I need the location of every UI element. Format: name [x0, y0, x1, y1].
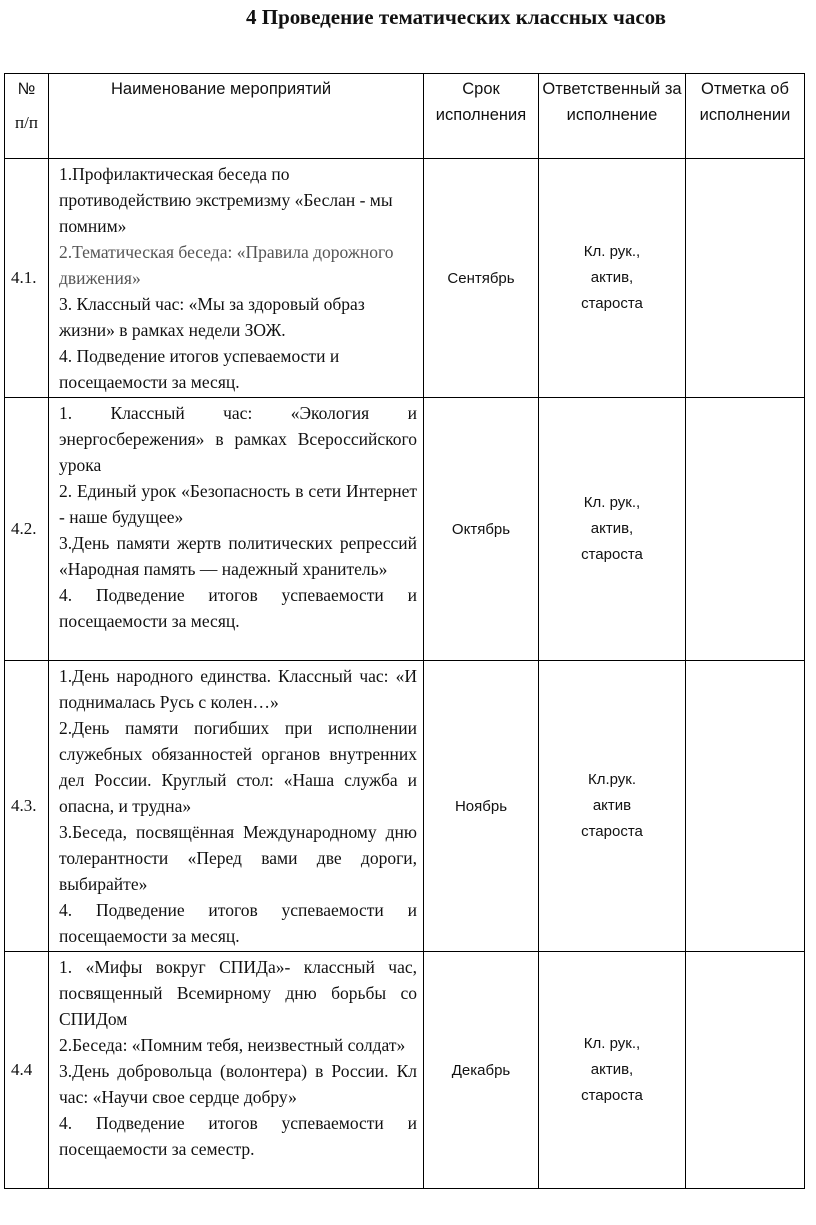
header-event-name: Наименование мероприятий	[49, 74, 424, 159]
event-item: 2.Беседа: «Помним тебя, неизвестный солдат»	[59, 1035, 406, 1055]
table-row	[5, 661, 805, 952]
event-list	[49, 952, 424, 1189]
table-row	[5, 952, 805, 1189]
row-number: 4.1.	[5, 159, 49, 398]
responsible-persons	[539, 952, 686, 1189]
event-item: 3.Беседа, посвящённая Международному дню толерантности «Перед вами две дороги, выбирайте»	[59, 822, 417, 894]
event-item: 2.Тематическая беседа: «Правила дорожного движения»	[59, 242, 394, 288]
header-deadline: Срок исполнения	[424, 74, 539, 159]
event-item: 4. Подведение итогов успеваемости и посещаемости за семестр.	[59, 1113, 417, 1159]
table-row	[5, 398, 805, 661]
completion-mark-cell	[686, 661, 805, 952]
row-number: 4.2.	[5, 398, 49, 661]
completion-mark-cell	[686, 398, 805, 661]
completion-mark-cell	[686, 159, 805, 398]
event-item: 2.День памяти погибших при исполнении служебных обязанностей органов внутренних дел России. Круглый стол: «Наша служба и опасна, и трудна»	[59, 718, 417, 816]
responsible-persons	[539, 159, 686, 398]
event-list	[49, 398, 424, 661]
event-item: 4. Подведение итогов успеваемости и посещаемости за месяц.	[59, 346, 340, 392]
event-list	[49, 661, 424, 952]
deadline-month: Декабрь	[424, 952, 539, 1189]
responsible-line: староста	[581, 823, 643, 840]
event-item: 3.День добровольца (волонтера) в России. Кл час: «Научи свое сердце добру»	[59, 1061, 417, 1107]
page-title: 4 Проведение тематических классных часов	[246, 5, 666, 29]
header-number-sign: №	[17, 80, 36, 98]
event-item: 4. Подведение итогов успеваемости и посещаемости за месяц.	[59, 585, 417, 631]
responsible-line: Кл. рук.,	[583, 1035, 641, 1052]
responsible-line: актив,	[590, 269, 634, 286]
table-row	[5, 159, 805, 398]
responsible-line: староста	[581, 295, 643, 312]
header-completion-mark: Отметка об исполнении	[686, 74, 805, 159]
responsible-line: староста	[581, 1087, 643, 1104]
responsible-line: актив	[592, 797, 632, 814]
responsible-line: Кл.рук.	[587, 771, 637, 788]
deadline-month: Сентябрь	[424, 159, 539, 398]
event-item: 3. Классный час: «Мы за здоровый образ жизни» в рамках недели ЗОЖ.	[59, 294, 365, 340]
responsible-line: Кл. рук.,	[583, 243, 641, 260]
header-responsible: Ответственный за исполнение	[539, 74, 686, 159]
responsible-line: староста	[581, 546, 643, 563]
event-item: 1.День народного единства. Классный час: «И поднималась Русь с колен…»	[59, 666, 417, 712]
deadline-month: Октябрь	[424, 398, 539, 661]
responsible-persons	[539, 661, 686, 952]
event-item: 4. Подведение итогов успеваемости и посещаемости за месяц.	[59, 900, 417, 946]
table-header-row	[5, 74, 805, 159]
responsible-persons	[539, 398, 686, 661]
row-number: 4.3.	[5, 661, 49, 952]
header-number	[5, 74, 49, 159]
responsible-line: актив,	[590, 1061, 634, 1078]
event-list	[49, 159, 424, 398]
event-item: 2. Единый урок «Безопасность в сети Интернет - наше будущее»	[59, 481, 417, 527]
responsible-line: актив,	[590, 520, 634, 537]
event-item: 1.Профилактическая беседа по противодействию экстремизму «Беслан - мы помним»	[59, 164, 393, 236]
event-item: 3.День памяти жертв политических репрессий «Народная память — надежный хранитель»	[59, 533, 417, 579]
row-number: 4.4	[5, 952, 49, 1189]
completion-mark-cell	[686, 952, 805, 1189]
deadline-month: Ноябрь	[424, 661, 539, 952]
events-table	[4, 73, 805, 1189]
header-number-abbr: п/п	[15, 113, 38, 132]
event-item: 1. «Мифы вокруг СПИДа»- классный час, посвященный Всемирному дню борьбы со СПИДом	[59, 957, 417, 1029]
responsible-line: Кл. рук.,	[583, 494, 641, 511]
event-item: 1. Классный час: «Экология и энергосбережения» в рамках Всероссийского урока	[59, 403, 417, 475]
